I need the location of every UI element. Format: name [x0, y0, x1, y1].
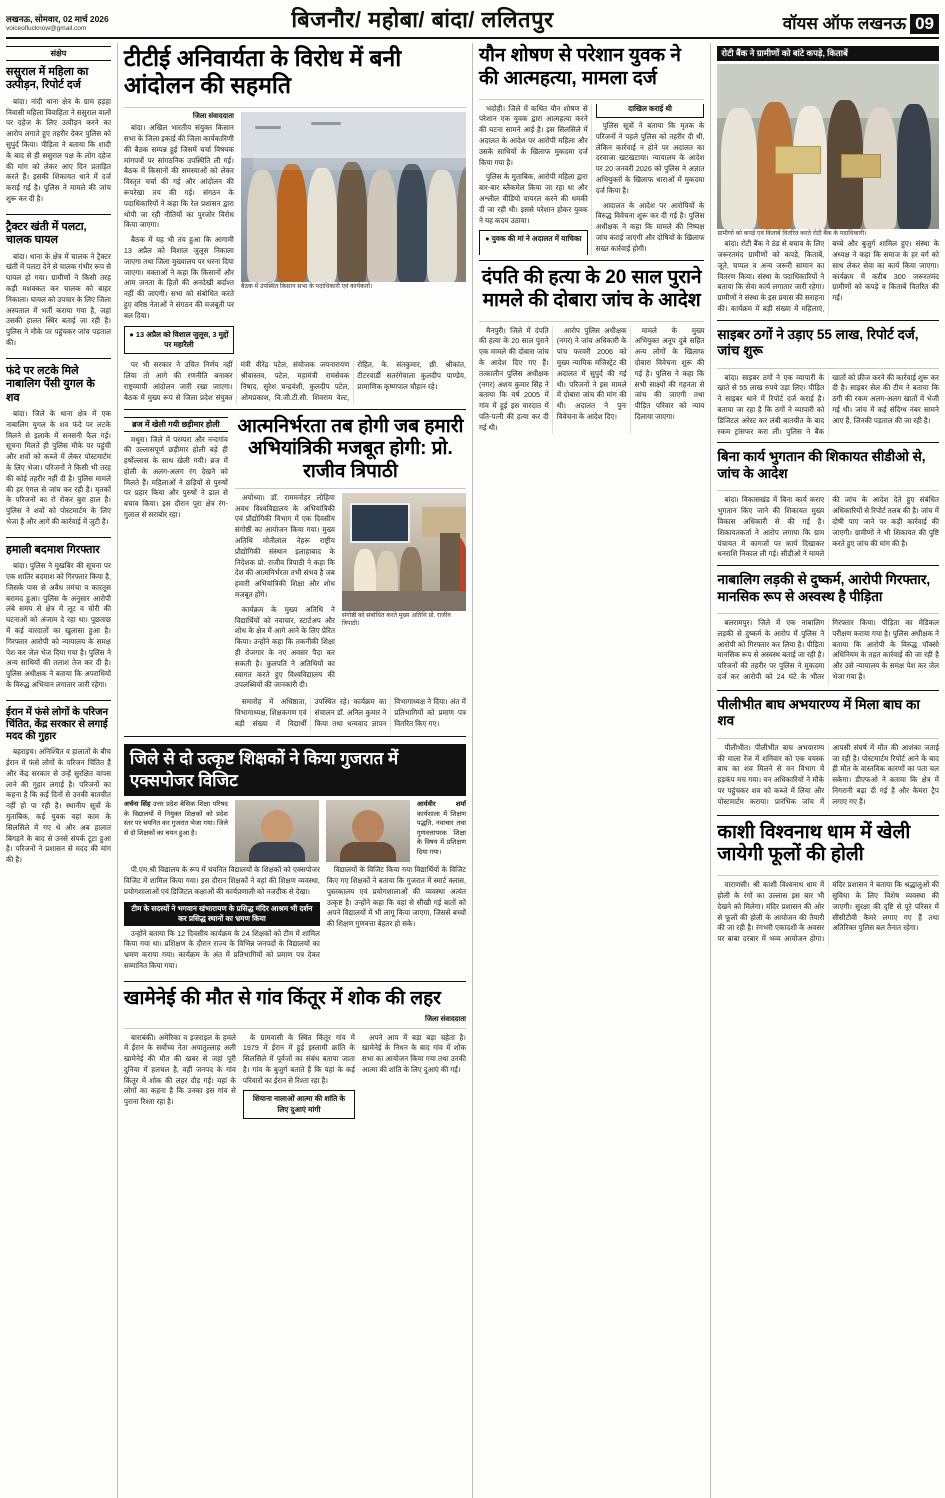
page-number: 09 [910, 14, 939, 34]
minor-case-body: बलरामपुर। जिले में एक नाबालिग लड़की से दुष्कर्म के आरोप में पुलिस ने आरोपी को गिरफ्तार कर लिया है। पीड़िता मानसिक रूप से अस्वस्थ बताई जा रही है। परिजनों की तहरीर पर पुलिस ने मुकदमा दर्ज कर आरोपी को 24 घंटे के भीतर गिरफ्तार किया। पीड़िता का मेडिकल परीक्षण कराया गया है। पुलिस अधीक्षक ने बताया कि आरोपी के विरुद्ध पॉक्सो अधिनियम के तहत कार्रवाई की जा रही है और उसे न्यायालय के समक्ष पेश कर जेल भेजा गया है। [717, 618, 939, 682]
brief-2-headline: ट्रैक्टर खंती में पलटा, चालक घायल [6, 220, 87, 247]
teachers-headline: जिले से दो उत्कृष्ट शिक्षकों ने किया गुजरात में एक्सपोजर विजिट [124, 744, 466, 796]
payment-complaint-headline: बिना कार्य भुगतान की शिकायत सीडीओ से, जांच के आदेश [717, 449, 926, 481]
lead-photo-wrap [241, 112, 466, 357]
masthead-left [6, 14, 124, 34]
brief-5-body: बहराइच। अनिश्चित व हालातों के बीच ईरान में फंसे लोगों के परिजन चिंतित हैं और केंद्र सरकार से उन्हें सुरक्षित वापस लाने की गुहार लगाई है। परिजनों का कहना है कि कई दिनों से उनकी बातचीत नहीं हो पा रही है। स्थानीय सूत्रों के मुताबिक, कई युवक वहां काम के सिलसिले में गए थे और अब हालात बिगड़ने के बाद से उनसे संपर्क टूटा हुआ है। परिजनों ने प्रशासन से मदद की मांग की है। [6, 747, 111, 865]
khamenei-body: बाराबंकी। अमेरिका व इजराइल के हमले में ईरान के सर्वोच्च नेता अयातुल्लाह अली खामेनेई की मौत की खबर से जहां पूरी दुनिया में हलचल है, वहीं जनपद के गांव किंतूर में शोक की लहर दौड़ गई। यहां के लोगों का कहना है कि उनका इस गांव से पुराना रिश्ता रहा है। के ग्रामवासी के स्थित किंतूर गांव में 1979 में ईरान में हुई इस्लामी क्रांति के सिलसिले में पूर्वजों का संबंध बताया जाता है। गांव के बुजुर्ग बताते हैं कि यहां के कई परिवारों का ईरान से रिश्ता रहा है। शियाना नालाओं आत्मा की शांति के लिए दुआएं मांगी अपने आप में बड़ा बड़ा चहेता है। खामेनेई के निधन के बाद गांव में शोक सभा का आयोजन किया गया तथा उनकी आत्मा की शांति के लिए दुआएं की गईं। [124, 1033, 466, 1123]
lead-body-continued: पर भी सरकार ने उचित निर्णय नहीं लिया तो आगे की रणनीति बनाकर राष्ट्रव्यापी आंदोलन जारी रखा जाएगा। बैठक में मुख्य रूप से जिला प्रदेश संयुक्त मंत्री वीरेंद्र पटेल, संयोजक जयनारायण श्रीवास्तव, पटेल, महामंत्री रामसेवक निषाद, सुरेश चन्द्रवंशी, कुलदीप पटेल, ओमप्रकाश, वि.जी.टी.सी. शिवराम वेल्ट, रोहित, के. संतकुमार, छी. श्रीकांत, टीटरवार्डी सतरंगेवाला कुलदीप पाण्डेय, प्रामाणिक कृष्णपाल चौहान रहे। [123, 360, 466, 402]
murder-case-body: मैनपुरी। जिले में दंपति की हत्या के 20 साल पुराने एक मामले की दोबारा जांच के आदेश दिए गए हैं। तत्कालीन पुलिस अधीक्षक (नगर) अशय कुमार सिंह ने बताया कि वर्ष 2005 में गांव में हुई इस वारदात में पति-पत्नी की हत्या कर दी गई थी। आरोप पुलिस अधीक्षक (नगर) ने जांच अधिकारी के पांच फरवरी 2006 को मुख्य न्यायिक मजिस्ट्रेट की अदालत में सुपुर्द की गई थी। परिजनों ने इस मामले में दोबारा जांच की मांग की थी। अदालत ने पुनः विवेचना के आदेश दिए। मामले के मुख्य अभियुक्त अनूप दुबे सहित अन्य लोगों के खिलाफ दोबारा विवेचना शुरू की गई है। पुलिस ने कहा कि सभी साक्ष्यों की गहनता से जांच की जाएगी तथा पीड़ित परिवार को न्याय दिलाया जाएगा। [478, 325, 705, 432]
teachers-body-left: पी.एम.श्री विद्यालय के रूप में चयनित विद्यालयों के शिक्षकों को एक्सपोजर विजिट में शामिल किया गया। इस दौरान शिक्षकों ने वहां की शिक्षण व्यवस्था, प्रयोगशालाओं एवं डिजिटल कक्षाओं की कार्यप्रणाली को नजदीक से देखा। टीम के सदस्यों ने भगवान खंभारायण के प्रसिद्ध मंदिर आश्रम भी दर्शन कर प्रसिद्ध स्थानों का भ्रमण किया उन्होंने बताया कि 12 दिवसीय कार्यक्रम के 24 शिक्षकों को टीम में शामिल किया गया था। प्रशिक्षण के दौरान राज्य के विभिन्न जनपदों के विद्यालयों का भ्रमण कराया गया। कार्यक्रम के अंत में प्रतिभागियों को प्रमाण पत्र देकर सम्मानित किया गया। [123, 865, 320, 970]
teacher-1-portrait-box [235, 800, 319, 862]
teachers-pullbar: टीम के सदस्यों ने भगवान खंभारायण के प्रसिद्ध मंदिर आश्रम भी दर्शन कर प्रसिद्ध स्थानों का भ्रमण किया [124, 902, 320, 926]
suicide-body: भदोही। जिले में कथित यौन शोषण से परेशान एक युवक द्वारा आत्महत्या करने की घटना सामने आई है। इस सिलसिले में अदालत के आदेश पर आरोपी महिला और उसके साथियों के खिलाफ मुकदमा दर्ज किया गया है। पुलिस के मुताबिक, आरोपी महिला द्वारा बार-बार ब्लैकमेल किया जा रहा था और अश्लील वीडियो वायरल करने की धमकी दी जा रही थी। इससे परेशान होकर युवक ने यह कदम उठाया। ● युवक की मां ने अदालत में याचिका दाखिल कराई थी पुलिस सूत्रों ने बताया कि मृतक के परिजनों ने पहले पुलिस को तहरीर दी थी, लेकिन कार्रवाई न होने पर अदालत का दरवाजा खटखटाया। न्यायालय के आदेश पर 20 जनवरी 2026 को पुलिस ने अज्ञात अभियुक्तों के खिलाफ धाराओं में मुकदमा दर्ज किया है। आदालत के आदेश पर आरोपियों के विरुद्ध विवेचना शुरू कर दी गई है। पुलिस अधीक्षक ने कहा कि मामले की निष्पक्ष जांच कराई जाएगी और दोषियों के खिलाफ सख्त कार्रवाई होगी। [479, 104, 704, 255]
teacher-2-photo [326, 800, 410, 862]
lead-photo [241, 112, 466, 282]
publication-date: लखनऊ, सोमवार, 02 मार्च 2026 [6, 13, 109, 24]
murder-case-headline: दंपति की हत्या के 20 साल पुराने मामले की दोबारा जांच के आदेश [481, 267, 702, 311]
page-grid [6, 43, 939, 1498]
column-lead [124, 43, 466, 1498]
teacher-2-desc: कार्यशाला में शिक्षण पद्धति, नवाचार तथा गुणवत्तापरक शिक्षा के विषय में प्रशिक्षण दिया गया। [416, 810, 466, 856]
roti-bank-photo [717, 64, 939, 229]
teachers-top [124, 800, 466, 862]
briefs-kicker: संक्षेप [6, 46, 111, 61]
column-three [479, 43, 704, 1498]
lead-highlight-box: ● 13 अप्रैल को विशाल जुलूस, 3 मुद्दों पर महारैली [124, 326, 234, 355]
engineering-photo-caption: संगोष्ठी को संबोधित करते मुख्य अतिथि प्रो. राजीव त्रिपाठी। [341, 611, 451, 627]
masthead-center [124, 4, 721, 34]
teacher-2-portrait-box [326, 800, 410, 862]
teachers-intro-text: उत्तर प्रदेश बेसिक शिक्षा परिषद के विद्यालयों में नियुक्त शिक्षकों को प्रदेश स्तर पर चयनित कर गुजरात भेजा गया। जिले से दो शिक्षकों का चयन हुआ है। [123, 801, 228, 837]
brief-4-body: बांदा। पुलिस ने मुखबिर की सूचना पर एक शातिर बदमाश को गिरफ्तार किया है, जिसके पास से अवैध तमंचा व कारतूस बरामद हुआ। पुलिस के अनुसार आरोपी लंबे समय से क्षेत्र में लूट व चोरी की घटनाओं को अंजाम दे रहा था। पूछताछ में कई वारदातों का खुलासा हुआ है। गिरफ्तार आरोपी को न्यायालय के समक्ष पेश कर जेल भेज दिया गया है। पुलिस ने अन्य साथियों की तलाश तेज कर दी है। पुलिस अधीक्षक ने बताया कि अपराधियों के विरुद्ध अभियान लगातार जारी रहेगा। [6, 561, 111, 689]
teacher-2-name: आर्यवीर शर्मा [416, 801, 466, 809]
suicide-headline: यौन शोषण से परेशान युवक ने की आत्महत्या, मामला दर्ज [478, 45, 681, 89]
khamenei-byline: जिला संवाददाता [425, 1015, 466, 1023]
tiger-body: पीलीभीत। पीलीभीत बाघ अभयारण्य की माला रेंज में शनिवार को एक वयस्क बाघ का शव मिलने से वन विभाग में हड़कंप मच गया। वन अधिकारियों ने मौके पर पहुंचकर शव को कब्जे में लिया और पोस्टमार्टम कराया। प्रारंभिक जांच में आपसी संघर्ष में मौत की आशंका जताई जा रही है। पोस्टमार्टम रिपोर्ट आने के बाद ही मौत के वास्तविक कारणों का पता चल सकेगा। डीएफओ ने बताया कि क्षेत्र में निगरानी बढ़ा दी गई है और कैमरा ट्रैप लगाए गए हैं। [717, 742, 939, 806]
khamenei-headline: खामेनेई की मौत से गांव किंतूर में शोक की लहर [123, 987, 441, 1009]
roti-bank-caption: ग्रामीणों को कपड़े एवं किताबें वितरित करते रोटी बैंक के पदाधिकारी। [717, 230, 867, 238]
kashi-holi-headline: काशी विश्वनाथ धाम में खेली जायेगी फूलों की होली [717, 821, 911, 866]
brief-4-headline: हमाली बदमाश गिरफ्तार [6, 543, 100, 556]
teacher-1-name: अर्चना सिंह [123, 801, 151, 809]
engineering-photo [342, 493, 466, 611]
lead-text-left [124, 112, 234, 357]
teachers-story [124, 741, 466, 976]
lead-body-1: बांदा। अखिल भारतीय संयुक्त किसान सभा के जिला इकाई की जिला कार्यकारिणी की बैठक सम्पन्न हुई जिसमें चर्चा विषयक मांगपत्रों पर सांगठनिक उपस्थिति ली गई। बैठक में किसानों की समस्याओं को लेकर विस्तृत चर्चा की गई और आंदोलन की रूपरेखा तय की गई। संगठन के पदाधिकारियों ने कहा कि रेल प्रशासन द्वारा थोपी जा रही नीतियों का पुरजोर विरोध किया जाएगा। बैठक में यह भी तय हुआ कि आगामी 13 अप्रैल को विशाल जुलूस निकाला जाएगा तथा जिला मुख्यालय पर धरना दिया जाएगा। वक्ताओं ने कहा कि किसानों और आम जनता के हितों की अनदेखी बर्दाश्त नहीं की जाएगी। सभा को संबोधित करते हुए वरिष्ठ नेताओं ने संगठन की मजबूती पर बल दिया। [123, 123, 234, 320]
contact-email: voiceoflucknow@gmail.com [6, 25, 87, 33]
brij-holi-kicker: ब्रज में खेली गयी छड़ीमार होली [124, 417, 228, 432]
khamenei-box: शियाना नालाओं आत्मा की शांति के लिए दुआएं मांगी [243, 1090, 355, 1119]
roti-bank-headline: रोटी बैंक ने ग्रामीणों को बांटे कपड़े, किताबें [717, 46, 939, 61]
teachers-body-right: विद्यालयों के विजिट किया गया विद्यार्थियों के विजिट किए गए शिक्षकों ने बताया कि गुजरात में स्मार्ट क्लास, पुस्तकालय एवं प्रयोगशालाओं की व्यवस्था अत्यंत उत्कृष्ट है। उन्होंने कहा कि वहां से सीखी गई बातों को अपने विद्यालयों में भी लागू किया जाएगा, जिससे बच्चों की शिक्षण गुणवत्ता बेहतर हो सके। [326, 865, 466, 929]
engineering-photo-wrap [342, 493, 466, 695]
cyber-fraud-body: बांदा। साइबर ठगों ने एक व्यापारी के खाते से 55 लाख रुपये उड़ा लिए। पीड़ित ने साइबर थाने में रिपोर्ट दर्ज कराई है। बताया जा रहा है कि ठगों ने व्यापारी को डिजिटल अरेस्ट कर लंबी बातचीत के बाद रकम ट्रांसफर करा ली। पुलिस ने बैंक खातों को फ्रीज करने की कार्रवाई शुरू कर दी है। साइबर सेल की टीम ने बताया कि ठगी की रकम अलग-अलग खातों में भेजी गई थी। जांच में कई संदिग्ध नंबर सामने आए हैं, जिनकी पड़ताल की जा रही है। [717, 372, 939, 436]
suicide-box: ● युवक की मां ने अदालत में याचिका दाखिल कराई थी [479, 104, 704, 255]
roti-bank-body: बांदा। रोटी बैंक ने ठंड से बचाव के लिए जरूरतमंद ग्रामीणों को कपड़े, किताबें, जूते, चप्पल व अन्य जरूरी सामान का वितरण किया। संस्था के पदाधिकारियों ने बताया कि सेवा कार्य लगातार जारी रहेगा। ग्रामीणों ने संस्था के इस प्रयास की सराहना की। कार्यक्रम में बड़ी संख्या में महिलाएं, बच्चे और बुजुर्ग शामिल हुए। संस्था के अध्यक्ष ने कहा कि समाज के हर वर्ग को साथ लेकर सेवा का कार्य किया जाएगा। कार्यक्रम में करीब 300 जरूरतमंद ग्रामीणों को कपड़े व किताबें वितरित की गईं। [717, 239, 939, 313]
brief-3-body: बांदा। जिले के थाना क्षेत्र में एक नाबालिग युगल के शव फंदे पर लटके मिलने से इलाके में सनसनी फैल गई। सूचना मिलते ही पुलिस मौके पर पहुंची और शवों को कब्जे में लेकर पोस्टमार्टम के लिए भेजा। परिजनों ने किसी भी तरह की कोई तहरीर नहीं दी है। पुलिस मामले की हर एंगल से जांच कर रही है। मृतकों के परिजनों का रो रोकर बुरा हाल है। पुलिस ने शवों को पोस्टमार्टम के लिए भेजा है और आगे की कार्रवाई में जुटी है। [6, 408, 111, 526]
lead-photo-caption: बैठक में उपस्थित किसान सभा के पदाधिकारी एवं कार्यकर्ता। [240, 283, 373, 291]
brief-3-headline: फंदे पर लटके मिले नाबालिग पेंसी युगल के शव [6, 364, 95, 404]
brij-holi-item [124, 414, 228, 731]
engineering-story [235, 414, 466, 731]
lead-top-block [124, 112, 466, 357]
khamenei-story [124, 986, 466, 1123]
kashi-holi-body: वाराणसी। श्री काशी विश्वनाथ धाम में होली के रंगों का उल्लास इस बार भी देखने को मिलेगा। मंदिर प्रशासन की ओर से फूलों की होली के आयोजन की तैयारी की जा रही है। रंगभरी एकादशी के अवसर पर बाबा दरबार में भव्य आयोजन होगा। मंदिर प्रशासन ने बताया कि श्रद्धालुओं की सुविधा के लिए विशेष व्यवस्था की जाएगी। सुरक्षा की दृष्टि से पूरे परिसर में सीसीटीवी कैमरे लगाए गए हैं तथा अतिरिक्त पुलिस बल तैनात रहेगा। [717, 880, 939, 944]
teacher-2-text [417, 800, 466, 862]
edition-name: बिजनौर/ महोबा/ बांदा/ ललितपुर [291, 7, 554, 32]
brand-name: वॉयस ऑफ लखनऊ [782, 14, 907, 33]
column-briefs [6, 43, 111, 1498]
cyber-fraud-headline: साइबर ठगों ने उड़ाए 55 लाख, रिपोर्ट दर्ज, जांच शुरू [717, 326, 919, 359]
second-row [124, 414, 466, 731]
column-four [717, 43, 939, 1498]
brij-holi-body: मथुरा। जिले में परम्परा और नन्दगांव की उल्लासपूर्ण छड़ीमार होली बड़े ही हर्षोल्लास के साथ खेली गयी। ब्रज में होली के अलग-अलग रंग देखने को मिलते हैं। महिलाओं ने छड़ियों से पुरुषों पर प्रहार किया और पुरुषों ने ढाल से बचाव किया। इस दौरान पूरा क्षेत्र रंग-गुलाल से सराबोर रहा। [123, 434, 228, 520]
masthead [6, 4, 939, 39]
minor-case-headline: नाबालिग लड़की से दुष्कर्म, आरोपी गिरफ्तार, मानसिक रूप से अस्वस्थ है पीड़िता [717, 572, 931, 604]
lead-headline: टीटीई अनिवार्यता के विरोध में बनी आंदोलन की सहमति [123, 45, 402, 99]
masthead-right [721, 11, 939, 34]
lead-byline: जिला संवाददाता [192, 113, 234, 121]
brief-2-body: बांदा। थाना के क्षेत्र में चालक ने ट्रैक्टर खंती में पलटा देने से चालक गंभीर रूप से घायल हो गया। ग्रामीणों ने किसी तरह कड़ी मशक्कत कर चालक को बाहर निकाला। घायल को उपचार के लिए जिला अस्पताल में भर्ती कराया गया है, जहां उसकी हालत स्थिर बताई जा रही है। पुलिस ने मौके पर पहुंचकर जांच पड़ताल की। [6, 251, 111, 347]
engineering-headline: आत्मनिर्भरता तब होगी जब हमारी अभियांत्रिकी मजबूत होगी: प्रो. राजीव त्रिपाठी [237, 415, 464, 483]
engineering-body-2: समारोह में अधिष्ठाता, विभागाध्यक्ष, शिक्षकगण एवं बड़ी संख्या में विद्यार्थी उपस्थित रहे। कार्यक्रम का संचालन डॉ. अनिल कुमार ने किया तथा धन्यवाद ज्ञापन विभागाध्यक्ष ने दिया। अंत में प्रतिभागियों को प्रमाण पत्र वितरित किए गए। [234, 697, 466, 728]
tiger-headline: पीलीभीत बाघ अभयारण्य में मिला बाघ का शव [717, 696, 920, 729]
brief-5-headline: ईरान में फंसे लोगों के परिजन चिंतित, केंद्र सरकार से लगाई मदद की गुहार [6, 706, 109, 743]
engineering-body-1: अयोध्या। डॉ. राममनोहर लोहिया अवध विश्वविद्यालय के अभियांत्रिकी एवं प्रौद्योगिकी विभाग में एक दिवसीय संगोष्ठी का आयोजन किया गया। मुख्य अतिथि मोतीलाल नेहरू राष्ट्रीय प्रौद्योगिकी संस्थान इलाहाबाद के निदेशक प्रो. राजीव त्रिपाठी ने कहा कि देश की आत्मनिर्भरता तभी संभव है जब हमारी अभियांत्रिकी शिक्षा और शोध मजबूत होंगे। कार्यक्रम के मुख्य अतिथि ने विद्यार्थियों को नवाचार, स्टार्टअप और शोध के क्षेत्र में आगे आने के लिए प्रेरित किया। उन्होंने कहा कि तकनीकी शिक्षा ही रोजगार के नए अवसर पैदा कर सकती है। कुलपति ने अतिथियों का स्वागत करते हुए विश्वविद्यालय की उपलब्धियों की जानकारी दी। [234, 492, 335, 690]
teacher-1-photo [235, 800, 319, 862]
brief-1-headline: ससुराल में महिला का उत्पीड़न, रिपोर्ट दर्ज [6, 66, 89, 92]
payment-complaint-body: बांदा। विकासखंड में बिना कार्य कराए भुगतान किए जाने की शिकायत मुख्य विकास अधिकारी से की गई है। शिकायतकर्ता ने आरोप लगाया कि ग्राम पंचायत में कागजों पर कार्य दिखाकर धनराशि निकाल ली गई। सीडीओ ने मामले की जांच के आदेश देते हुए संबंधित अधिकारियों से रिपोर्ट तलब की है। जांच में दोषी पाए जाने पर कड़ी कार्रवाई की जाएगी। ग्रामीणों ने भी शिकायत की पुष्टि करते हुए जांच की मांग की है। [717, 495, 939, 559]
brief-1-body: बांदा। नांदी थाना क्षेत्र के ग्राम हड़हा निवासी महिला विवाहिता ने ससुराल वालों पर दहेज के लिए उत्पीड़न करने का आरोप लगाते हुए तहरीर देकर पुलिस को सुपुर्द किया। पीड़िता ने बताया कि शादी के बाद से ही ससुराल पक्ष के लोग दहेज की मांग को लेकर आए दिन प्रताड़ित करते हैं। इसकी शिकायत थाने में दर्ज कराई गई है। पुलिस ने मामले की जांच शुरू कर दी है। [6, 96, 111, 203]
teachers-intro [124, 800, 228, 862]
